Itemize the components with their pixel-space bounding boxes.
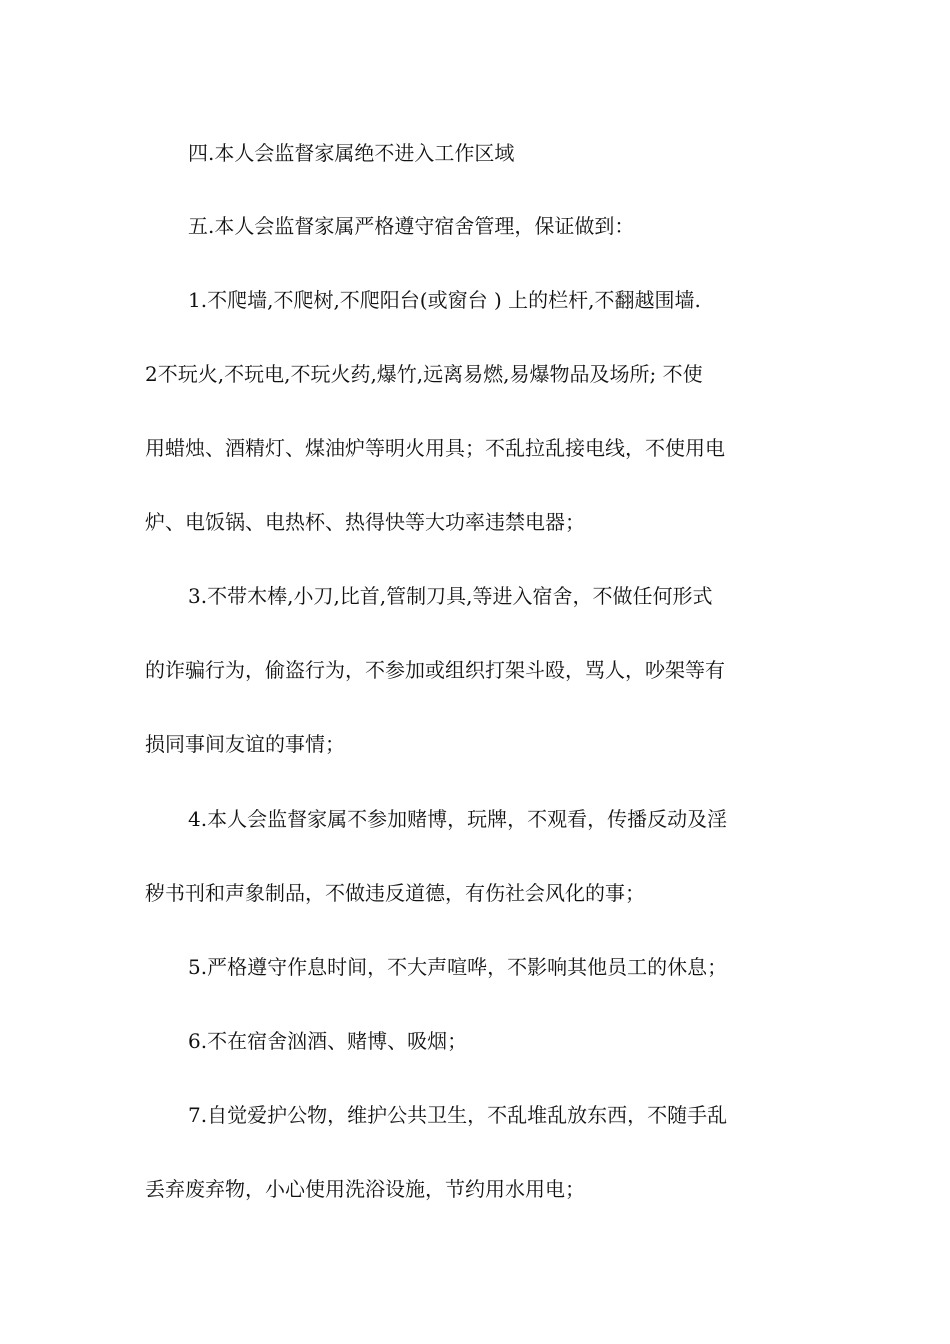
- text-line: 炉、电饭锅、电热杯、热得快等大功率违禁电器；: [145, 510, 585, 534]
- text-line: 五.本人会监督家属严格遵守宿舍管理，保证做到：: [188, 214, 635, 238]
- text-line: 用蜡烛、酒精灯、煤油炉等明火用具；不乱拉乱接电线，不使用电: [145, 436, 725, 460]
- text-line: 四.本人会监督家属绝不进入工作区域: [188, 141, 515, 165]
- text-line: 损同事间友谊的事情；: [145, 732, 345, 756]
- text-line: 秽书刊和声象制品，不做违反道德，有伤社会风化的事；: [145, 881, 645, 905]
- text-line: 丢弃废弃物，小心使用洗浴设施，节约用水用电；: [145, 1177, 585, 1201]
- text-line: 7.自觉爱护公物，维护公共卫生，不乱堆乱放东西，不随手乱: [188, 1103, 728, 1127]
- text-line: 4.本人会监督家属不参加赌博，玩牌，不观看，传播反动及淫: [188, 807, 728, 831]
- text-line: 6.不在宿舍汹酒、赌博、吸烟；: [188, 1029, 468, 1053]
- text-line: 3.不带木棒,小刀,比首,管制刀具,等进入宿舍，不做任何形式: [188, 584, 713, 608]
- text-line: 的诈骗行为，偷盗行为，不参加或组织打架斗殴，骂人，吵架等有: [145, 658, 725, 682]
- text-line: 2不玩火,不玩电,不玩火药,爆竹,远离易燃,易爆物品及场所; 不使: [145, 362, 703, 386]
- text-line: 5.严格遵守作息时间，不大声喧哗，不影响其他员工的休息；: [188, 955, 728, 979]
- text-line: 1.不爬墙,不爬树,不爬阳台(或窗台 ) 上的栏杆,不翻越围墙.: [188, 288, 701, 312]
